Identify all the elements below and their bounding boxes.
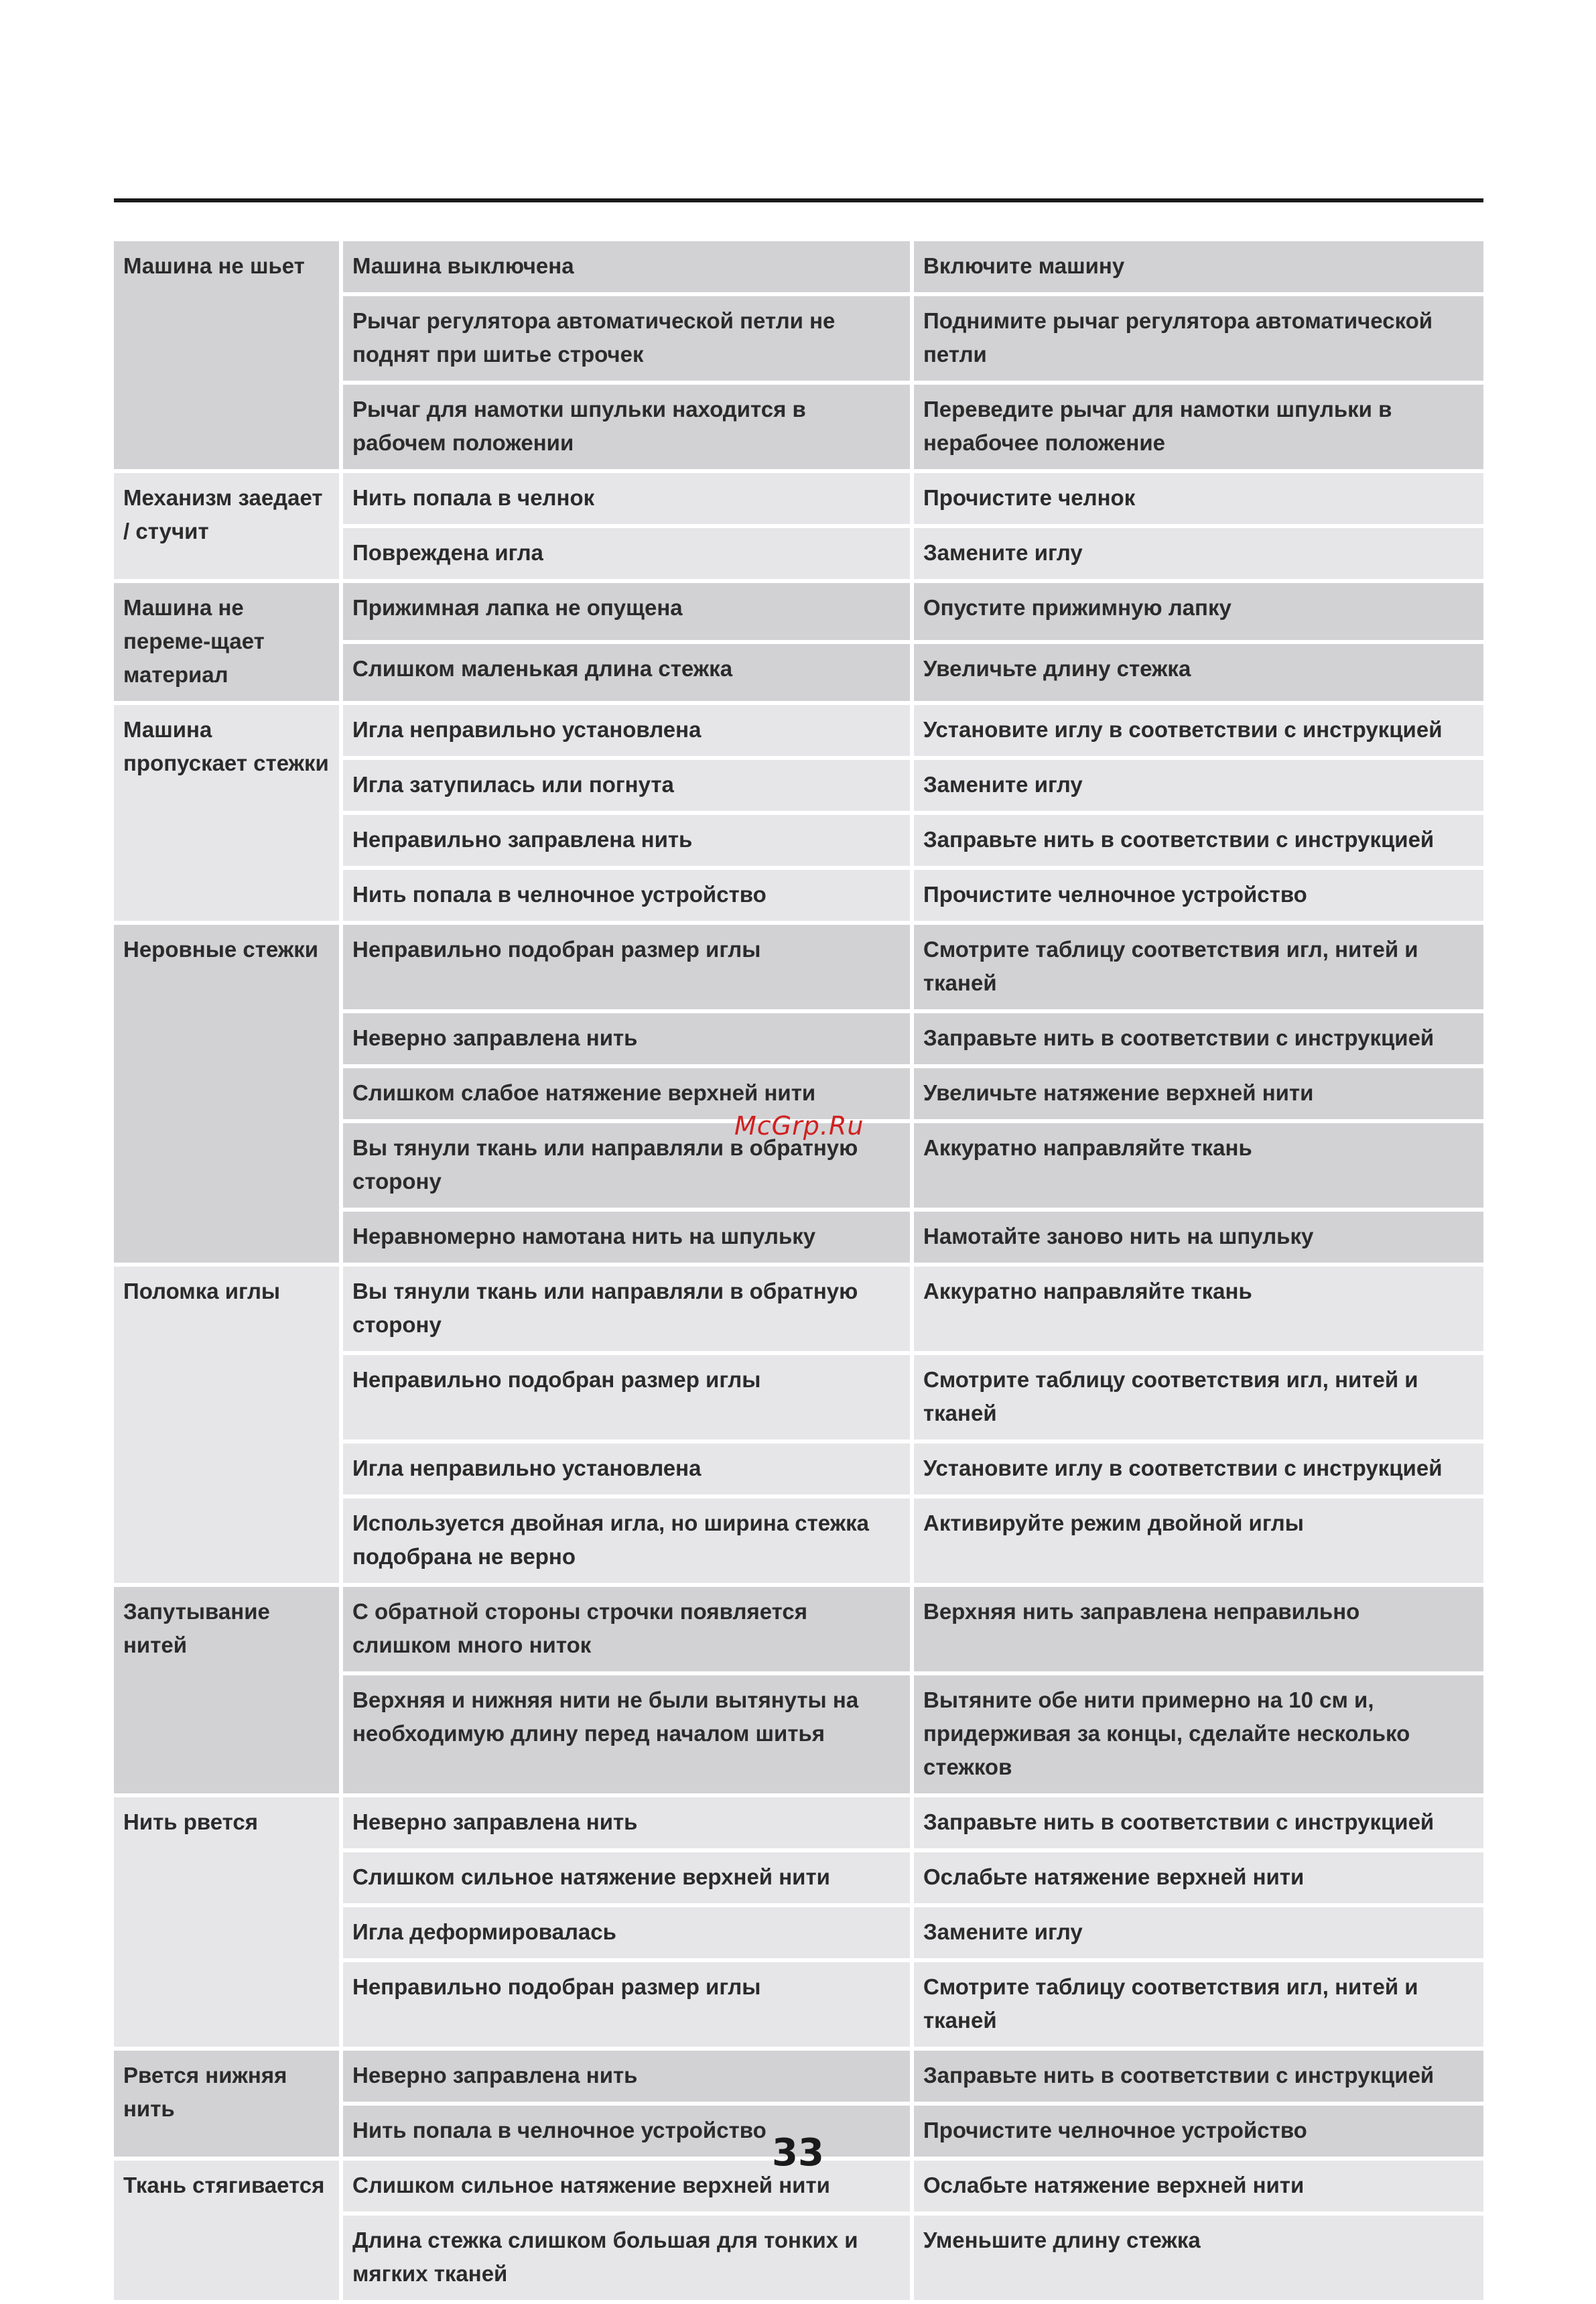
solution-cell: Уменьшите длину стежка bbox=[914, 2216, 1483, 2304]
cause-cell: Нить попала в челночное устройство bbox=[343, 870, 914, 925]
solution-cell: Установите иглу в соответствии с инструкцией bbox=[914, 705, 1483, 760]
table-row bbox=[114, 1587, 1483, 1675]
cause-cell: Неверно заправлена нить bbox=[343, 1797, 914, 1852]
solution-cell: Заправьте нить в соответствии с инструкцией bbox=[914, 2051, 1483, 2106]
solution-cell: Замените иглу bbox=[914, 760, 1483, 815]
cause-cell: Рычаг регулятора автоматической петли не поднят при шитье строчек bbox=[343, 296, 914, 385]
solution-cell: Включите машину bbox=[914, 241, 1483, 296]
solution-cell: Смотрите таблицу соответствия игл, нитей и тканей bbox=[914, 1962, 1483, 2051]
problem-cell: Неровные стежки bbox=[114, 925, 343, 1267]
cause-cell: Рычаг для намотки шпульки находится в рабочем положении bbox=[343, 385, 914, 473]
problem-cell: Машина не шьет bbox=[114, 241, 343, 473]
problem-cell: Машина пропускает стежки bbox=[114, 705, 343, 925]
solution-cell: Поднимите рычаг регулятора автоматической петли bbox=[914, 296, 1483, 385]
problem-cell: Ткань стягивается bbox=[114, 2161, 343, 2304]
problem-cell: Нить рвется bbox=[114, 1797, 343, 2051]
solution-cell: Активируйте режим двойной иглы bbox=[914, 1498, 1483, 1587]
cause-cell: Неверно заправлена нить bbox=[343, 1013, 914, 1068]
solution-cell: Намотайте заново нить на шпульку bbox=[914, 1212, 1483, 1267]
solution-cell: Вытяните обе нити примерно на 10 см и, придерживая за концы, сделайте несколько стежков bbox=[914, 1675, 1483, 1797]
problem-cell: Машина не переме-щает материал bbox=[114, 583, 343, 705]
cause-cell: С обратной стороны строчки появляется слишком много ниток bbox=[343, 1587, 914, 1675]
solution-cell: Прочистите челнок bbox=[914, 473, 1483, 528]
solution-cell: Переведите рычаг для намотки шпульки в нерабочее положение bbox=[914, 385, 1483, 473]
cause-cell: Нить попала в челночное устройство bbox=[343, 2106, 914, 2161]
table-body bbox=[114, 241, 1483, 2304]
solution-cell: Увеличьте длину стежка bbox=[914, 644, 1483, 705]
solution-cell: Ослабьте натяжение верхней нити bbox=[914, 2161, 1483, 2216]
troubleshooting-table bbox=[114, 241, 1483, 2304]
solution-cell: Увеличьте натяжение верхней нити bbox=[914, 1068, 1483, 1123]
page-number: 33 bbox=[772, 2131, 824, 2175]
problem-cell: Механизм заедает / стучит bbox=[114, 473, 343, 583]
cause-cell: Машина выключена bbox=[343, 241, 914, 296]
table-row bbox=[114, 241, 1483, 296]
problem-cell: Поломка иглы bbox=[114, 1267, 343, 1587]
solution-cell: Аккуратно направляйте ткань bbox=[914, 1267, 1483, 1355]
table-row bbox=[114, 473, 1483, 528]
cause-cell: Слишком сильное натяжение верхней нити bbox=[343, 2161, 914, 2216]
cause-cell: Неправильно подобран размер иглы bbox=[343, 1962, 914, 2051]
cause-cell: Используется двойная игла, но ширина стежка подобрана не верно bbox=[343, 1498, 914, 1587]
solution-cell: Смотрите таблицу соответствия игл, нитей и тканей bbox=[914, 1355, 1483, 1444]
cause-cell: Длина стежка слишком большая для тонких и мягких тканей bbox=[343, 2216, 914, 2304]
cause-cell: Слишком маленькая длина стежка bbox=[343, 644, 914, 705]
table-row bbox=[114, 2051, 1483, 2106]
cause-cell: Вы тянули ткань или направляли в обратную сторону bbox=[343, 1123, 914, 1212]
watermark: McGrp.Ru bbox=[734, 1111, 864, 1141]
solution-cell: Установите иглу в соответствии с инструкцией bbox=[914, 1444, 1483, 1498]
table-row bbox=[114, 925, 1483, 1013]
solution-cell: Опустите прижимную лапку bbox=[914, 583, 1483, 644]
solution-cell: Заправьте нить в соответствии с инструкцией bbox=[914, 1797, 1483, 1852]
cause-cell: Слишком сильное натяжение верхней нити bbox=[343, 1852, 914, 1907]
cause-cell: Нить попала в челнок bbox=[343, 473, 914, 528]
solution-cell: Заправьте нить в соответствии с инструкцией bbox=[914, 1013, 1483, 1068]
solution-cell: Верхняя нить заправлена неправильно bbox=[914, 1587, 1483, 1675]
cause-cell: Игла деформировалась bbox=[343, 1907, 914, 1962]
solution-cell: Прочистите челночное устройство bbox=[914, 2106, 1483, 2161]
table-row bbox=[114, 1267, 1483, 1355]
problem-cell: Рвется нижняя нить bbox=[114, 2051, 343, 2161]
cause-cell: Неправильно заправлена нить bbox=[343, 815, 914, 870]
table-row bbox=[114, 705, 1483, 760]
solution-cell: Замените иглу bbox=[914, 1907, 1483, 1962]
cause-cell: Неверно заправлена нить bbox=[343, 2051, 914, 2106]
solution-cell: Ослабьте натяжение верхней нити bbox=[914, 1852, 1483, 1907]
cause-cell: Игла неправильно установлена bbox=[343, 705, 914, 760]
cause-cell: Повреждена игла bbox=[343, 528, 914, 583]
solution-cell: Смотрите таблицу соответствия игл, нитей и тканей bbox=[914, 925, 1483, 1013]
cause-cell: Неправильно подобран размер иглы bbox=[343, 1355, 914, 1444]
cause-cell: Неравномерно намотана нить на шпульку bbox=[343, 1212, 914, 1267]
cause-cell: Верхняя и нижняя нити не были вытянуты на необходимую длину перед началом шитья bbox=[343, 1675, 914, 1797]
top-rule bbox=[114, 198, 1483, 202]
cause-cell: Вы тянули ткань или направляли в обратную сторону bbox=[343, 1267, 914, 1355]
table-row bbox=[114, 583, 1483, 644]
cause-cell: Игла неправильно установлена bbox=[343, 1444, 914, 1498]
solution-cell: Аккуратно направляйте ткань bbox=[914, 1123, 1483, 1212]
cause-cell: Слишком слабое натяжение верхней нити bbox=[343, 1068, 914, 1123]
table-row bbox=[114, 1797, 1483, 1852]
cause-cell: Прижимная лапка не опущена bbox=[343, 583, 914, 644]
solution-cell: Замените иглу bbox=[914, 528, 1483, 583]
cause-cell: Неправильно подобран размер иглы bbox=[343, 925, 914, 1013]
solution-cell: Заправьте нить в соответствии с инструкцией bbox=[914, 815, 1483, 870]
cause-cell: Игла затупилась или погнута bbox=[343, 760, 914, 815]
solution-cell: Прочистите челночное устройство bbox=[914, 870, 1483, 925]
problem-cell: Запутывание нитей bbox=[114, 1587, 343, 1797]
